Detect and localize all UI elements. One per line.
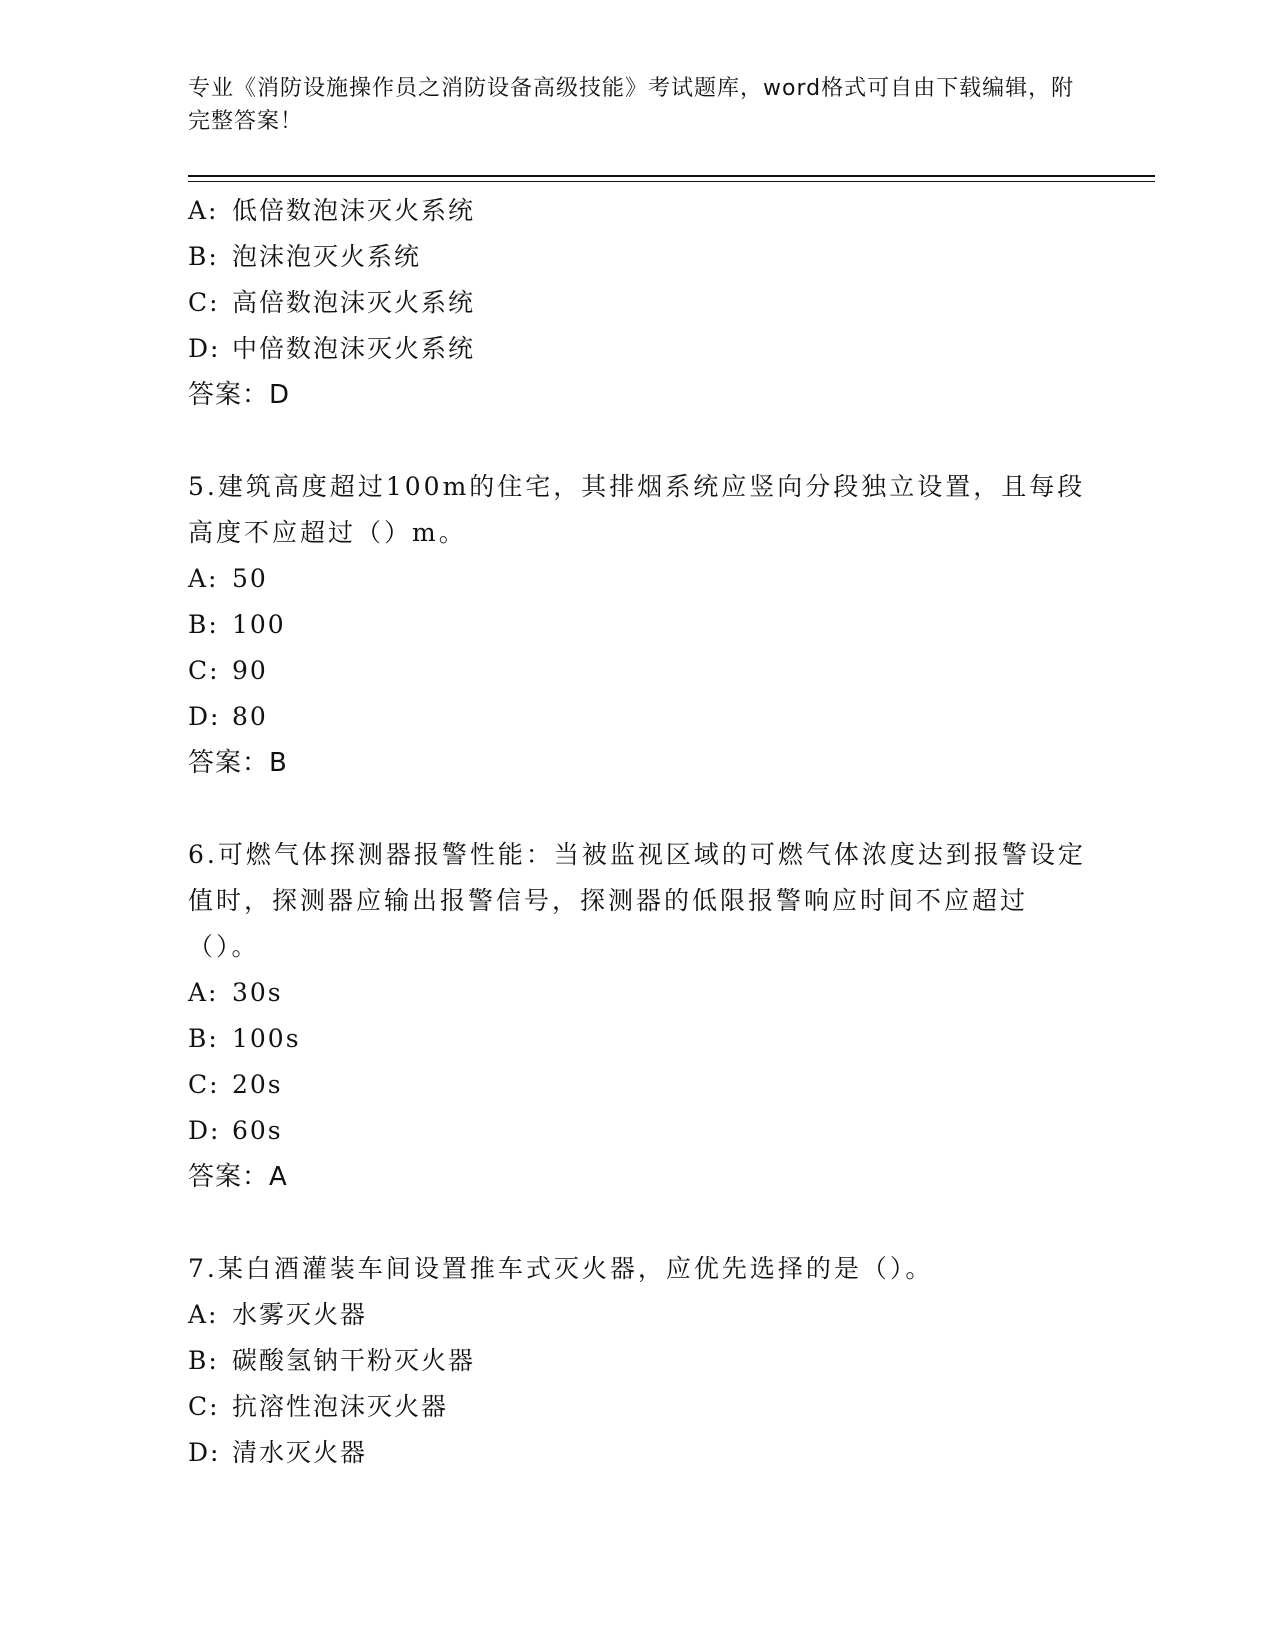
option-d: D: 清水灭火器 [188,1438,368,1467]
option-d: D: 60s [188,1116,283,1145]
option-a: A: 低倍数泡沫灭火系统 [188,196,476,225]
option-b: B: 100s [188,1024,301,1053]
page-header: 专业《消防设施操作员之消防设备高级技能》考试题库，word格式可自由下载编辑，附完整答案！ [188,76,1075,134]
option-a: A: 水雾灭火器 [188,1300,368,1329]
answer: 答案：B [188,748,288,778]
question-list [188,188,1088,1476]
option-c: C: 高倍数泡沫灭火系统 [188,288,476,317]
answer: 答案：A [188,1162,288,1192]
option-d: D: 中倍数泡沫灭火系统 [188,334,476,363]
question-text: 5.建筑高度超过100m的住宅，其排烟系统应竖向分段独立设置，且每段高度不应超过（）m。 [188,472,1086,547]
header-divider [188,175,1155,177]
question-text: 7.某白酒灌装车间设置推车式灭火器，应优先选择的是（）。 [188,1254,934,1283]
answer: 答案：D [188,380,291,410]
option-b: B: 碳酸氢钠干粉灭火器 [188,1346,476,1375]
option-c: C: 抗溶性泡沫灭火器 [188,1392,449,1421]
option-a: A: 50 [188,564,268,593]
option-c: C: 90 [188,656,268,685]
question-4 [188,188,1088,418]
header-divider-thin [188,181,1155,182]
question-6 [188,832,1088,1200]
question-text: 6.可燃气体探测器报警性能：当被监视区域的可燃气体浓度达到报警设定值时，探测器应输出报警信号，探测器的低限报警响应时间不应超过（）。 [188,840,1086,961]
question-7 [188,1246,1088,1476]
option-b: B: 100 [188,610,286,639]
option-b: B: 泡沫泡灭火系统 [188,242,422,271]
option-a: A: 30s [188,978,283,1007]
question-5 [188,464,1088,786]
option-d: D: 80 [188,702,268,731]
option-c: C: 20s [188,1070,283,1099]
